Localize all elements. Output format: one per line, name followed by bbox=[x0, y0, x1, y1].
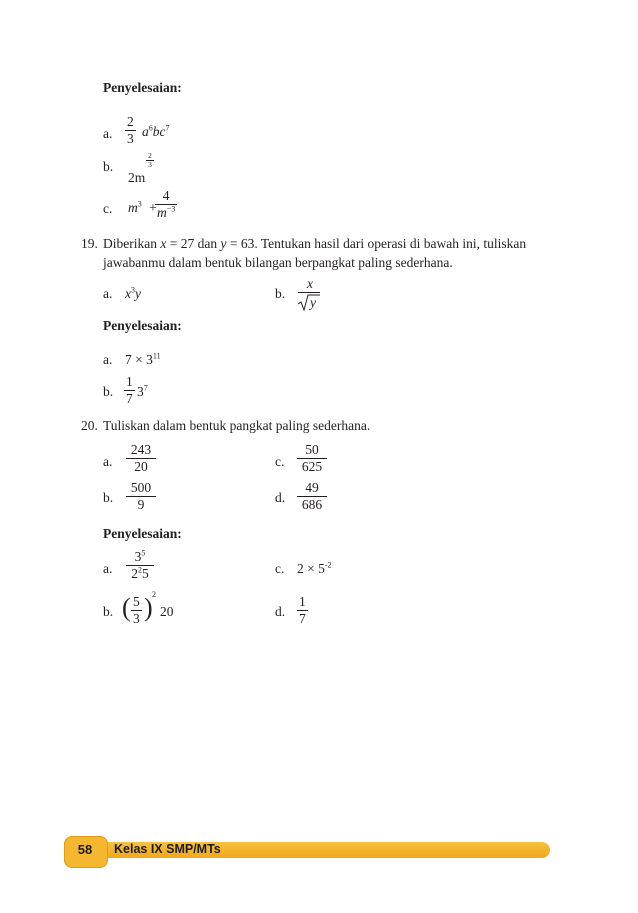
q20-b-den: 9 bbox=[126, 496, 156, 513]
q19-sol-b-num: 1 bbox=[126, 374, 133, 389]
q20-sol-b-tail: 20 bbox=[160, 604, 174, 619]
q19-sol-a-exp: 11 bbox=[152, 351, 161, 361]
q19-b-den: y bbox=[310, 295, 316, 310]
q19-a-exp: 3 bbox=[131, 285, 135, 295]
q20-d-num: 49 bbox=[305, 480, 319, 495]
q20-c-num: 50 bbox=[305, 442, 319, 457]
prev-b-expr bbox=[128, 170, 145, 186]
q20-sol-d-label: d. bbox=[275, 604, 286, 619]
q20-sol-a-num-exp: 5 bbox=[141, 548, 146, 558]
q20-sol-a-num bbox=[126, 549, 154, 565]
q19-text-line1 bbox=[103, 236, 526, 252]
q20-b-label: b. bbox=[103, 490, 114, 505]
q19-sol-a-base: 7 × 3 bbox=[125, 352, 153, 367]
q20-d-den: 686 bbox=[297, 496, 327, 513]
q19-number: 19. bbox=[81, 236, 98, 251]
q19-solution-heading: Penyelesaian: bbox=[103, 318, 182, 333]
prev-b-exp-num: 2 bbox=[146, 152, 154, 161]
q19-b-num: x bbox=[307, 276, 313, 291]
q19-a-x: x bbox=[125, 286, 131, 301]
q20-sol-a-den-base: 2 bbox=[131, 566, 138, 581]
q19-b-fraction-bar bbox=[298, 292, 320, 293]
q20-sol-a-den-exp: 2 bbox=[138, 565, 142, 575]
q19-text-b: = 27 dan bbox=[166, 236, 221, 251]
q20-sol-b-num: 5 bbox=[133, 594, 140, 609]
q19-text-a: Diberikan bbox=[103, 236, 161, 251]
q20-a-den: 20 bbox=[126, 458, 156, 475]
q20-c-den: 625 bbox=[297, 458, 327, 475]
q20-b-num: 500 bbox=[130, 480, 152, 495]
q20-number: 20. bbox=[81, 418, 98, 433]
sqrt-icon bbox=[297, 294, 321, 312]
book-title: Kelas IX SMP/MTs bbox=[114, 842, 221, 856]
q20-sol-b-fraction bbox=[131, 594, 142, 627]
q20-sol-c-label: c. bbox=[275, 561, 285, 576]
q20-text: Tuliskan dalam bentuk pangkat paling sederhana. bbox=[103, 418, 371, 433]
q19-sol-a-label: a. bbox=[103, 352, 113, 367]
q19-y-var: y bbox=[220, 236, 227, 251]
prev-a-num: 2 bbox=[127, 114, 134, 129]
q20-sol-b-label: b. bbox=[103, 604, 114, 619]
q20-a-label: a. bbox=[103, 454, 113, 469]
q19-text-c: = 63. Tentukan hasil dari operasi di bawah ini, tuliskan bbox=[226, 236, 527, 251]
prev-b-base: 2m bbox=[128, 170, 146, 185]
prev-c-exp: 3 bbox=[137, 199, 142, 209]
q19-a-expr bbox=[125, 286, 141, 302]
q20-sol-a-den bbox=[126, 565, 154, 582]
q20-sol-b-exp: 2 bbox=[152, 590, 156, 599]
q20-b-fraction bbox=[126, 480, 156, 513]
prev-a-var-bc: bc bbox=[152, 124, 166, 139]
q19-a-label: a. bbox=[103, 286, 113, 301]
q20-c-fraction bbox=[297, 442, 327, 475]
q19-sol-b-label: b. bbox=[103, 384, 114, 399]
q20-a-fraction bbox=[126, 442, 156, 475]
right-paren: ) bbox=[144, 593, 153, 622]
prev-a-den: 3 bbox=[127, 131, 134, 146]
q20-a-num: 243 bbox=[130, 442, 152, 457]
prev-c-den bbox=[155, 204, 177, 221]
q20-sol-c-expr bbox=[297, 561, 332, 577]
q20-d-fraction bbox=[297, 480, 327, 513]
prev-c-den-exp: −3 bbox=[166, 204, 176, 214]
solution-heading: Penyelesaian: bbox=[103, 80, 182, 95]
prev-c-term bbox=[128, 200, 157, 216]
prev-c-num: 4 bbox=[162, 188, 170, 203]
prev-a-fraction bbox=[125, 114, 136, 147]
q19-sol-b-den: 7 bbox=[126, 391, 133, 406]
prev-b-exp-den: 3 bbox=[148, 160, 152, 169]
q19-a-y: y bbox=[135, 286, 141, 301]
q20-sol-a-num-base: 3 bbox=[134, 549, 142, 564]
prev-a-exp2: 7 bbox=[165, 123, 170, 133]
q20-sol-d-den: 7 bbox=[299, 611, 306, 626]
q20-c-label: c. bbox=[275, 454, 285, 469]
q20-d-label: d. bbox=[275, 490, 286, 505]
q20-sol-c-exp: -2 bbox=[324, 560, 332, 570]
q20-sol-a-den-tail: 5 bbox=[142, 566, 149, 581]
prev-a-var-a: a bbox=[142, 124, 149, 139]
prev-a-expr bbox=[142, 124, 170, 140]
prev-a-label: a. bbox=[103, 126, 113, 141]
prev-c-fraction bbox=[155, 188, 177, 221]
prev-a-exp1: 6 bbox=[148, 123, 153, 133]
prev-b-exponent bbox=[146, 152, 154, 169]
prev-c-base: m bbox=[128, 200, 138, 215]
prev-b-label: b. bbox=[103, 159, 114, 174]
left-paren: ( bbox=[122, 593, 131, 622]
q19-b-label: b. bbox=[275, 286, 286, 301]
page-number: 58 bbox=[77, 842, 93, 857]
q19-sol-b-fraction bbox=[124, 374, 135, 407]
q19-sol-b-power bbox=[137, 384, 148, 400]
q20-sol-b-den: 3 bbox=[133, 611, 140, 626]
q19-sol-b-base: 3 bbox=[137, 384, 144, 399]
prev-c-den-base: m bbox=[157, 205, 167, 220]
q20-solution-heading: Penyelesaian: bbox=[103, 526, 182, 541]
q20-sol-a-label: a. bbox=[103, 561, 113, 576]
q20-sol-c-base: 2 × 5 bbox=[297, 561, 325, 576]
q20-sol-a-fraction bbox=[126, 549, 154, 582]
q19-sol-a-expr bbox=[125, 352, 161, 368]
q19-text-line2: jawabanmu dalam bentuk bilangan berpangkat paling sederhana. bbox=[103, 255, 453, 270]
q20-sol-d-fraction bbox=[297, 594, 308, 627]
prev-c-label: c. bbox=[103, 201, 113, 216]
q19-sol-b-exp: 7 bbox=[143, 383, 148, 393]
q20-sol-d-num: 1 bbox=[299, 594, 306, 609]
prev-c-plus: + bbox=[149, 200, 157, 215]
q19-x-var: x bbox=[160, 236, 167, 251]
